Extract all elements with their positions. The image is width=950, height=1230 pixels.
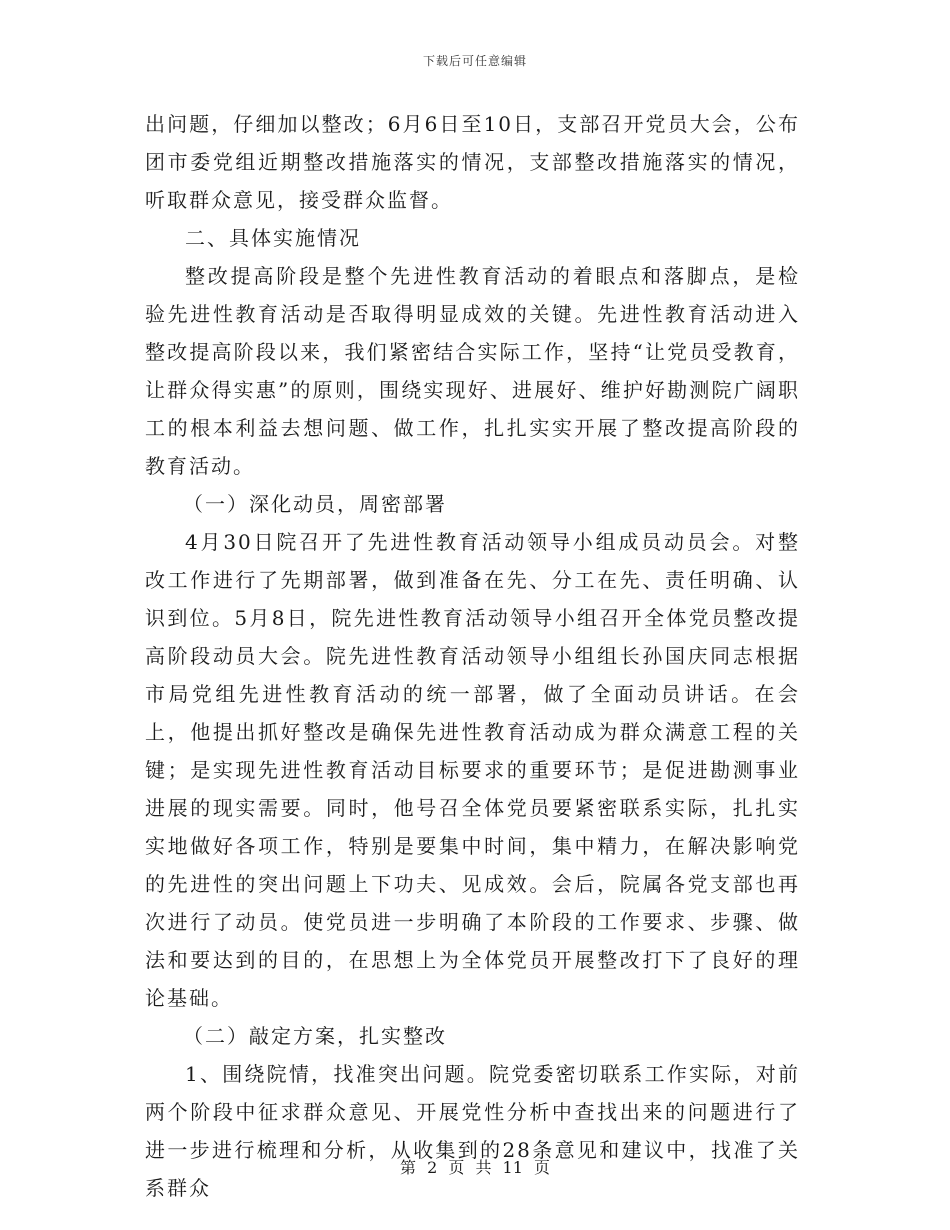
subsection-heading-2: （二）敲定方案，扎实整改 (183, 1024, 447, 1048)
page-header-note: 下载后可任意编辑 (422, 54, 527, 68)
paragraph-4: 1、围绕院情，找准突出问题。院党委密切联系工作实际，对前两个阶段中征求群众意见、开展党性分析中查找出来的问题进行了进一步进行梳理和分析，从收集到的28条意见和建议中，找准了关系群众 (145, 1062, 800, 1200)
paragraph-3: 4月30日院召开了先进性教育活动领导小组成员动员会。对整改工作进行了先期部署，做到准备在先、分工在先、责任明确、认识到位。5月8日，院先进性教育活动领导小组召开全体党员整改提高阶段动员大会。院先进性教育活动领导小组组长孙国庆同志根据市局党组先进性教育活动的统一部署，做了全面动员讲话。在会上，他提出抓好整改是确保先进性教育活动成为群众满意工程的关键；是实现先进性教育活动目标要求的重要环节；是促进勘测事业进展的现实需要。同时，他号召全体党员要紧密联系实际，扎扎实实地做好各项工作，特别是要集中时间，集中精力，在解决影响党的先进性的突出问题上下功夫、见成效。会后，院属各党支部也再次进行了动员。使党员进一步明确了本阶段的工作要求、步骤、做法和要达到的目的，在思想上为全体党员开展整改打下了良好的理论基础。 (145, 530, 800, 1010)
document-body (145, 105, 800, 1207)
paragraph-2: 整改提高阶段是整个先进性教育活动的着眼点和落脚点，是检验先进性教育活动是否取得明显成效的关键。先进性教育活动进入整改提高阶段以来，我们紧密结合实际工作，坚持“让党员受教育，让群众得实惠”的原则，围绕实现好、进展好、维护好勘测院广阔职工的根本利益去想问题、做工作，扎扎实实开展了整改提高阶段的教育活动。 (145, 264, 800, 478)
paragraph-1: 出问题，仔细加以整改；6月6日至10日，支部召开党员大会，公布团市委党组近期整改措施落实的情况，支部整改措施落实的情况，听取群众意见，接受群众监督。 (145, 112, 800, 212)
subsection-heading-1: （一）深化动员，周密部署 (183, 492, 447, 516)
page-number: 第 2 页 共 11 页 (400, 1158, 550, 1177)
section-heading-2: 二、具体实施情况 (185, 226, 361, 250)
